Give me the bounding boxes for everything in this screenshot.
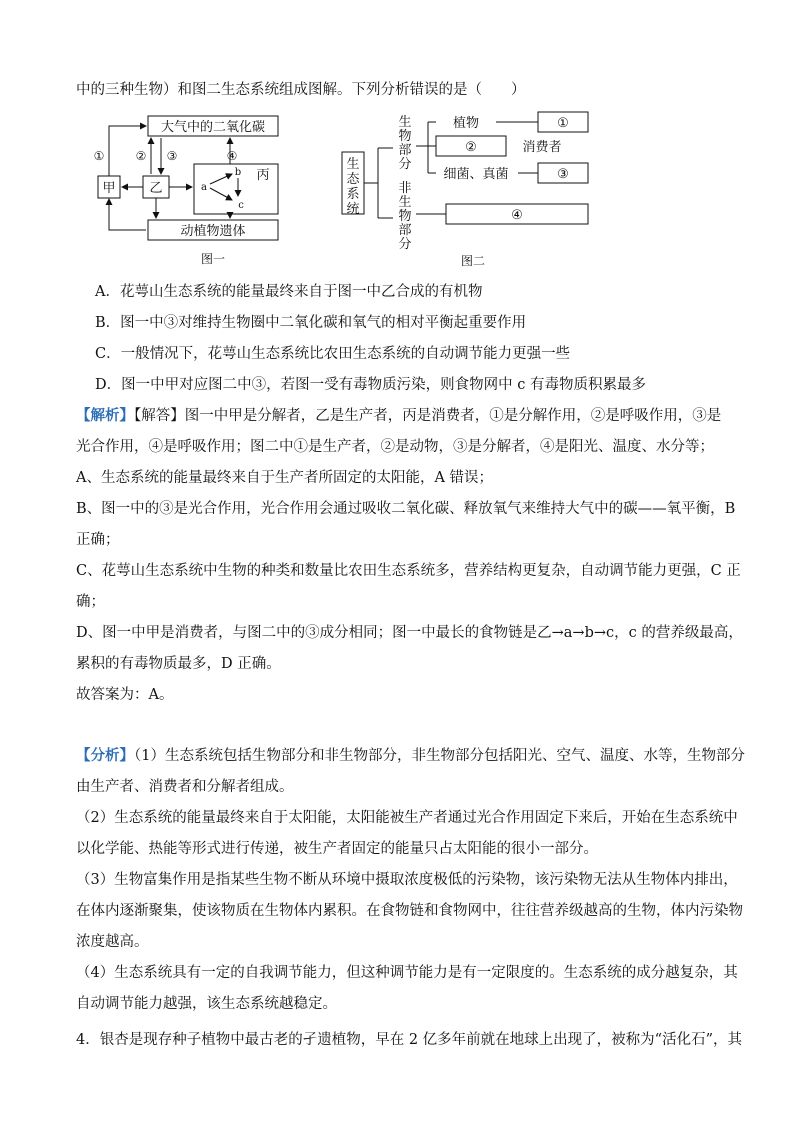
svg-text:部: 部 xyxy=(398,143,412,158)
box-1-label: ① xyxy=(557,116,569,131)
figure-one-diagram xyxy=(80,108,300,268)
figure-two-caption: 图二 xyxy=(460,254,486,268)
analysis-line-7: 确； xyxy=(76,594,105,610)
analysis-tag: 【解析】 xyxy=(76,407,134,424)
analysis-line-9: 累积的有毒物质最多，D 正确。 xyxy=(76,656,281,672)
svg-text:物: 物 xyxy=(398,129,412,144)
process-2: ② xyxy=(135,149,147,163)
svg-text:物: 物 xyxy=(398,209,412,224)
fenxi-line-8: （4）生态系统具有一定的自我调节能力，但这种调节能力是有一定限度的。生态系统的成分越复杂，其 xyxy=(76,965,738,981)
fungi-label: 细菌、真菌 xyxy=(443,167,509,182)
analysis-line-2: 光合作用，④是呼吸作用；图二中①是生产者，②是动物，③是分解者，④是阳光、温度、水分等； xyxy=(76,439,714,455)
svg-text:生: 生 xyxy=(398,115,412,130)
process-3: ③ xyxy=(166,149,178,163)
fenxi-line-2: 由生产者、消费者和分解者组成。 xyxy=(76,779,294,795)
figure-two-diagram xyxy=(338,108,618,268)
svg-text:生: 生 xyxy=(346,157,360,172)
next-question: 4．银杏是现存种子植物中最古老的孑遗植物，早在 2 亿多年前就在地球上出现了，被称为“活化石”，其 xyxy=(76,1032,742,1048)
box-2-label: ② xyxy=(465,140,477,155)
fenxi-tag: 【分析】 xyxy=(76,747,134,764)
box-4-label: ④ xyxy=(511,208,523,223)
jia-label: 甲 xyxy=(102,181,116,196)
svg-text:非: 非 xyxy=(398,181,412,196)
fenxi-line-7: 浓度越高。 xyxy=(76,934,149,950)
svg-text:部: 部 xyxy=(398,223,412,238)
fenxi-line-3: （2）生态系统的能量最终来自于太阳能，太阳能被生产者通过光合作用固定下来后，开始在生态系统中 xyxy=(76,810,738,826)
option-c: C．一般情况下，花萼山生态系统比农田生态系统的自动调节能力更强一些 xyxy=(95,346,571,362)
option-d: D．图一中甲对应图二中③，若图一受有毒物质污染，则食物网中 c 有毒物质积累最多 xyxy=(95,377,646,393)
process-1: ① xyxy=(93,149,105,163)
node-a: a xyxy=(201,182,207,193)
fenxi-line-1: 【分析】（1）生态系统包括生物部分和非生物部分，非生物部分包括阳光、空气、温度、水等，生物部分 xyxy=(76,747,745,764)
option-b: B．图一中③对维持生物圈中二氧化碳和氧气的相对平衡起重要作用 xyxy=(95,315,527,331)
svg-text:分: 分 xyxy=(398,237,412,252)
node-c: c xyxy=(238,200,244,211)
process-4: ④ xyxy=(226,149,238,163)
analysis-line-5: 正确； xyxy=(76,532,120,548)
box-3-label: ③ xyxy=(557,167,569,182)
remains-label: 动植物遗体 xyxy=(180,224,246,239)
fenxi-line-6: 在体内逐渐聚集，使该物质在生物体内累积。在食物链和食物网中，往往营养级越高的生物，体内污染物 xyxy=(76,903,743,919)
answer-line: 故答案为：A。 xyxy=(76,687,174,703)
yi-label: 乙 xyxy=(149,181,163,196)
svg-text:生: 生 xyxy=(398,195,412,210)
node-b: b xyxy=(234,167,242,178)
fenxi-line-5: （3）生物富集作用是指某些生物不断从环境中摄取浓度极低的污染物，该污染物无法从生物体内排出， xyxy=(76,872,738,888)
co2-label: 大气中的二氧化碳 xyxy=(160,120,266,135)
analysis-line-8: D、图一中甲是消费者，与图二中的③成分相同；图一中最长的食物链是乙→a→b→c，c 的营养级最高， xyxy=(76,625,743,641)
analysis-line-1: 【解析】【解答】图一中甲是分解者，乙是生产者，丙是消费者，①是分解作用，②是呼吸作用，③是 xyxy=(76,407,722,424)
svg-text:态: 态 xyxy=(346,172,360,187)
consumer-label: 消费者 xyxy=(522,140,562,155)
svg-text:分: 分 xyxy=(398,157,412,172)
figure-one-caption: 图一 xyxy=(200,252,226,266)
analysis-line-6: C、花萼山生态系统中生物的种类和数量比农田生态系统多，营养结构更复杂，自动调节能力更强，C 正 xyxy=(76,563,741,579)
fenxi-line-4: 以化学能、热能等形式进行传递，被生产者固定的能量只占太阳能的很小一部分。 xyxy=(76,841,598,857)
svg-text:系: 系 xyxy=(346,187,360,202)
analysis-line-4: B、图一中的③是光合作用，光合作用会通过吸收二氧化碳、释放氧气来维持大气中的碳——氧平衡，B xyxy=(76,501,736,517)
bing-label: 丙 xyxy=(256,168,270,183)
svg-text:统: 统 xyxy=(346,202,360,217)
fenxi-line-9: 自动调节能力越强，该生态系统越稳定。 xyxy=(76,996,337,1012)
plant-label: 植物 xyxy=(452,116,480,131)
analysis-line-3: A、生态系统的能量最终来自于生产者所固定的太阳能，A 错误； xyxy=(76,470,494,486)
option-a: A．花萼山生态系统的能量最终来自于图一中乙合成的有机物 xyxy=(95,284,483,300)
question-tail: 中的三种生物）和图二生态系统组成图解。下列分析错误的是（ ） xyxy=(76,82,526,98)
